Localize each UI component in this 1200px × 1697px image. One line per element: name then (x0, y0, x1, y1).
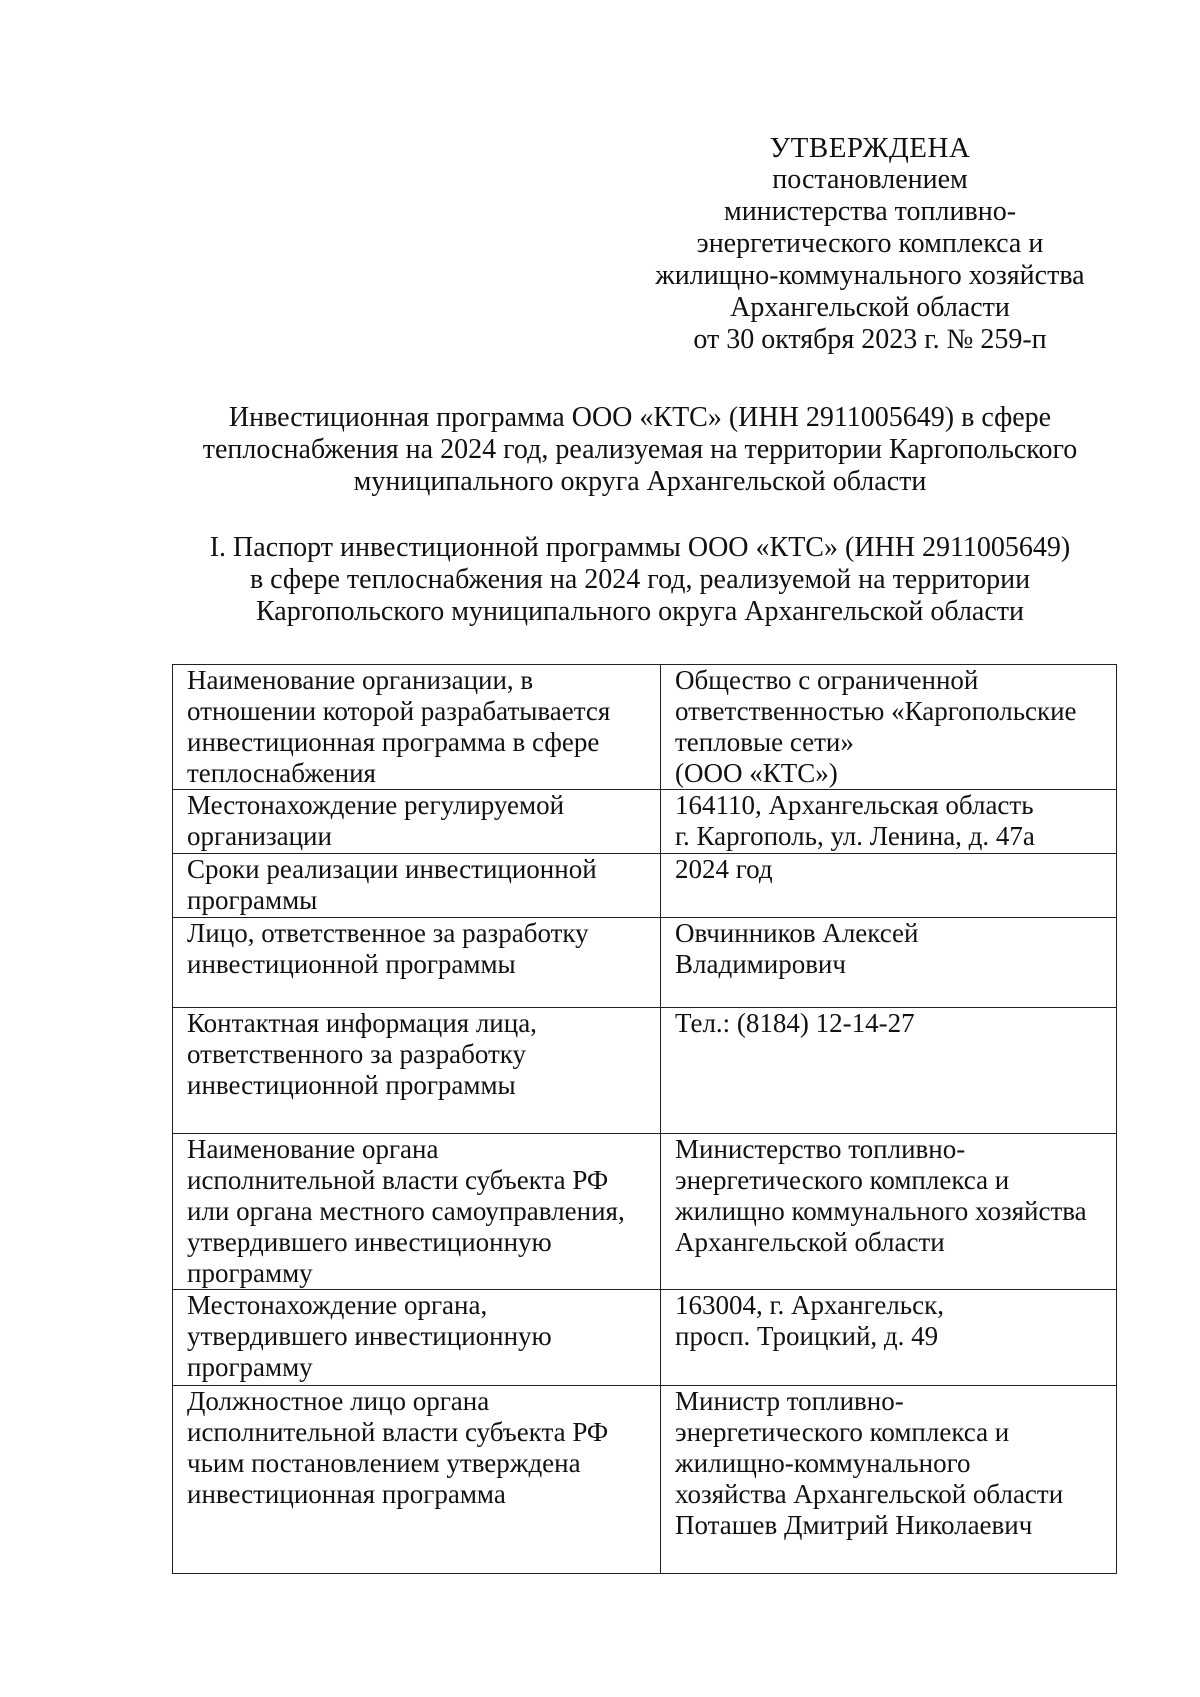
cell-text: Контактная информация лица, (187, 1008, 537, 1038)
cell-text: Местонахождение регулируемой (187, 790, 565, 820)
cell-text: ответственностью «Каргопольские (675, 696, 1077, 726)
cell-text: Министерство топливно- (675, 1134, 966, 1164)
cell-text: Владимирович (675, 949, 846, 979)
cell-text: Сроки реализации инвестиционной (187, 854, 597, 884)
document-title-line: Инвестиционная программа ООО «КТС» (ИНН 2911005649) в сфере (228, 402, 1052, 433)
cell-text: утвердившего инвестиционную (187, 1321, 552, 1351)
document-title-line: муниципального округа Архангельской области (353, 466, 927, 497)
cell-text: жилищно-коммунального (675, 1448, 971, 1478)
cell-text: энергетического комплекса и (675, 1417, 1010, 1447)
approval-line: энергетического комплекса и (696, 228, 1044, 259)
row-value-cell (661, 918, 1117, 1008)
approval-line: Архангельской области (730, 292, 1010, 323)
cell-text: Тел.: (8184) 12-14-27 (675, 1008, 915, 1038)
row-value-cell (661, 665, 1117, 790)
row-label-cell (173, 854, 661, 918)
approval-heading: УТВЕРЖДЕНА (769, 132, 971, 164)
cell-text: Поташев Дмитрий Николаевич (675, 1510, 1033, 1540)
cell-text: Должностное лицо органа (187, 1386, 490, 1416)
cell-text: 163004, г. Архангельск, (675, 1290, 944, 1320)
row-value-cell (661, 1134, 1117, 1290)
approval-line: жилищно-коммунального хозяйства (655, 260, 1085, 291)
cell-text: ответственного за разработку (187, 1039, 527, 1069)
section-heading-line: Каргопольского муниципального округа Архангельской области (256, 596, 1024, 627)
cell-text: отношении которой разрабатывается (187, 696, 611, 726)
table-row (173, 1386, 1117, 1574)
cell-text: г. Каргополь, ул. Ленина, д. 47а (675, 821, 1035, 851)
cell-text: (ООО «КТС») (675, 758, 838, 788)
approval-stamp-block (640, 132, 1100, 356)
row-value-cell (661, 1008, 1117, 1134)
section-heading-line: в сфере теплоснабжения на 2024 год, реализуемой на территории (249, 564, 1031, 595)
cell-text: инвестиционная программа (187, 1479, 506, 1509)
cell-text: хозяйства Архангельской области (675, 1479, 1064, 1509)
cell-text: инвестиционной программы (187, 1070, 516, 1100)
passport-table (172, 664, 1117, 1574)
cell-text: Общество с ограниченной (675, 665, 979, 695)
cell-text: инвестиционной программы (187, 949, 516, 979)
table-row (173, 1008, 1117, 1134)
cell-text: Овчинников Алексей (675, 918, 919, 948)
row-label-cell (173, 1290, 661, 1386)
cell-text: программу (187, 1258, 313, 1288)
row-label-cell (173, 918, 661, 1008)
cell-text: или органа местного самоуправления, (187, 1196, 625, 1226)
cell-text: Наименование органа (187, 1134, 439, 1164)
row-label-cell (173, 1386, 661, 1574)
cell-text: Лицо, ответственное за разработку (187, 918, 589, 948)
cell-text: инвестиционная программа в сфере (187, 727, 600, 757)
row-label-cell (173, 1008, 661, 1134)
cell-text: просп. Троицкий, д. 49 (675, 1321, 939, 1351)
row-label-cell (173, 1134, 661, 1290)
document-title-line: теплоснабжения на 2024 год, реализуемая на территории Каргопольского (202, 434, 1078, 465)
cell-text: энергетического комплекса и (675, 1165, 1010, 1195)
cell-text: 2024 год (675, 854, 773, 884)
cell-text: 164110, Архангельская область (675, 790, 1034, 820)
row-value-cell (661, 1290, 1117, 1386)
row-label-cell (173, 790, 661, 854)
document-title (180, 402, 1100, 498)
row-label-cell (173, 665, 661, 790)
cell-text: чьим постановлением утверждена (187, 1448, 581, 1478)
cell-text: Архангельской области (675, 1227, 945, 1257)
row-value-cell (661, 854, 1117, 918)
approval-date-number: от 30 октября 2023 г. № 259-п (693, 324, 1047, 355)
cell-text: программу (187, 1352, 313, 1382)
cell-text: программы (187, 885, 318, 915)
table-row (173, 854, 1117, 918)
section-heading-line: I. Паспорт инвестиционной программы ООО «КТС» (ИНН 2911005649) (209, 532, 1071, 563)
cell-text: Местонахождение органа, (187, 1290, 488, 1320)
row-value-cell (661, 1386, 1117, 1574)
row-value-cell (661, 790, 1117, 854)
cell-text: исполнительной власти субъекта РФ (187, 1417, 609, 1447)
approval-line: министерства топливно- (723, 196, 1017, 227)
cell-text: утвердившего инвестиционную (187, 1227, 552, 1257)
table-row (173, 665, 1117, 790)
cell-text: Министр топливно- (675, 1386, 904, 1416)
cell-text: тепловые сети» (675, 727, 854, 757)
cell-text: Наименование организации, в (187, 665, 534, 695)
table-row (173, 1290, 1117, 1386)
cell-text: жилищно коммунального хозяйства (675, 1196, 1087, 1226)
table-row (173, 1134, 1117, 1290)
table-row (173, 790, 1117, 854)
cell-text: исполнительной власти субъекта РФ (187, 1165, 609, 1195)
approval-line: постановлением (772, 164, 968, 195)
table-row (173, 918, 1117, 1008)
section-heading (180, 532, 1100, 628)
cell-text: теплоснабжения (187, 758, 376, 788)
cell-text: организации (187, 821, 332, 851)
